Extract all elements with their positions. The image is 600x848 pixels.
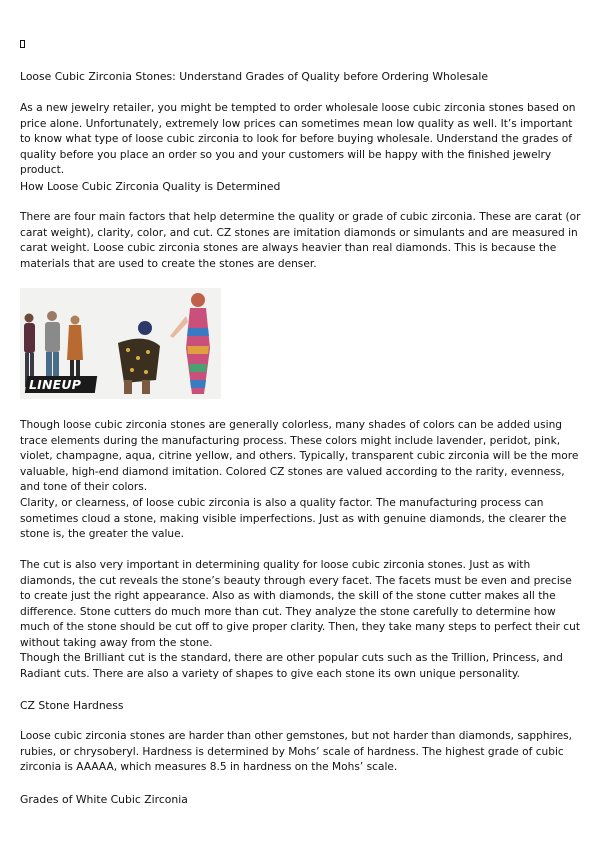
clarity-paragraph: Clarity, or clearness, of loose cubic zirconia is also a quality factor. The manufacturing process can sometimes cloud a stone, making visible imperfections. Just as with genuine diamonds, the clearer the stone is, the greater the value. xyxy=(20,497,567,541)
color-paragraph: Though loose cubic zirconia stones are generally colorless, many shades of colors can be added using trace elements during the manufacturing process. These colors might include lavender, peridot, pink, violet, champagne, aqua, citrine yellow, and others. Typically, transparent cubic zirconia will be the more valuable, high-end diamond imitation. Colored CZ stones are valued according to the rarity, evenness, and tone of their colors. xyxy=(20,419,579,494)
brilliant-paragraph: Though the Brilliant cut is the standard, there are other popular cuts such as the Trillion, Princess, and Radiant cuts. There are also a variety of shapes to give each stone its own unique personality. xyxy=(20,652,563,680)
cut-paragraph: The cut is also very important in determining quality for loose cubic zirconia stones. Just as with diamonds, the cut reveals the stone’s beauty through every facet. The facets must be even and precise to create just the right appearance. Also as with diamonds, the skill of the stone cutter makes all the difference. Stone cutters do much more than cut. They analyze the stone carefully to determine how much of the stone should be cut off to give proper clarity. Then, they take many steps to perfect their cut without taking away from the stone. xyxy=(20,559,580,649)
section-heading-quality: How Loose Cubic Zirconia Quality is Determined xyxy=(20,180,281,193)
lineup-photo xyxy=(20,288,221,399)
lineup-caption: LINEUP xyxy=(29,377,82,392)
section-heading-hardness: CZ Stone Hardness xyxy=(20,699,124,712)
intro-paragraph: As a new jewelry retailer, you might be tempted to order wholesale loose cubic zirconia stones based on price alone. Unfortunately, extremely low prices can sometimes mean low quality as well. It’s important to know what type of loose cubic zirconia to look for before buying wholesale. Understand the grades of quality before you place an order so you and your customers will be happy with the finished jewelry product. xyxy=(20,102,576,177)
article-title: Loose Cubic Zirconia Stones: Understand Grades of Quality before Ordering Wholesale xyxy=(20,70,488,83)
section-heading-grades: Grades of White Cubic Zirconia xyxy=(20,793,188,806)
hardness-paragraph: Loose cubic zirconia stones are harder than other gemstones, but not harder than diamonds, sapphires, rubies, or chrysoberyl. Hardness is determined by Mohs’ scale of hardness. The highest grade of cubic zirconia is AAAAA, which measures 8.5 in hardness on the Mohs’ scale. xyxy=(20,730,573,774)
missing-glyph-box xyxy=(20,40,25,48)
factors-paragraph: There are four main factors that help determine the quality or grade of cubic zirconia. These are carat (or carat weight), clarity, color, and cut. CZ stones are imitation diamonds or simulants and are measured in carat weight. Loose cubic zirconia stones are always heavier than real diamonds. This is because the materials that are used to create the stones are denser. xyxy=(20,211,581,270)
